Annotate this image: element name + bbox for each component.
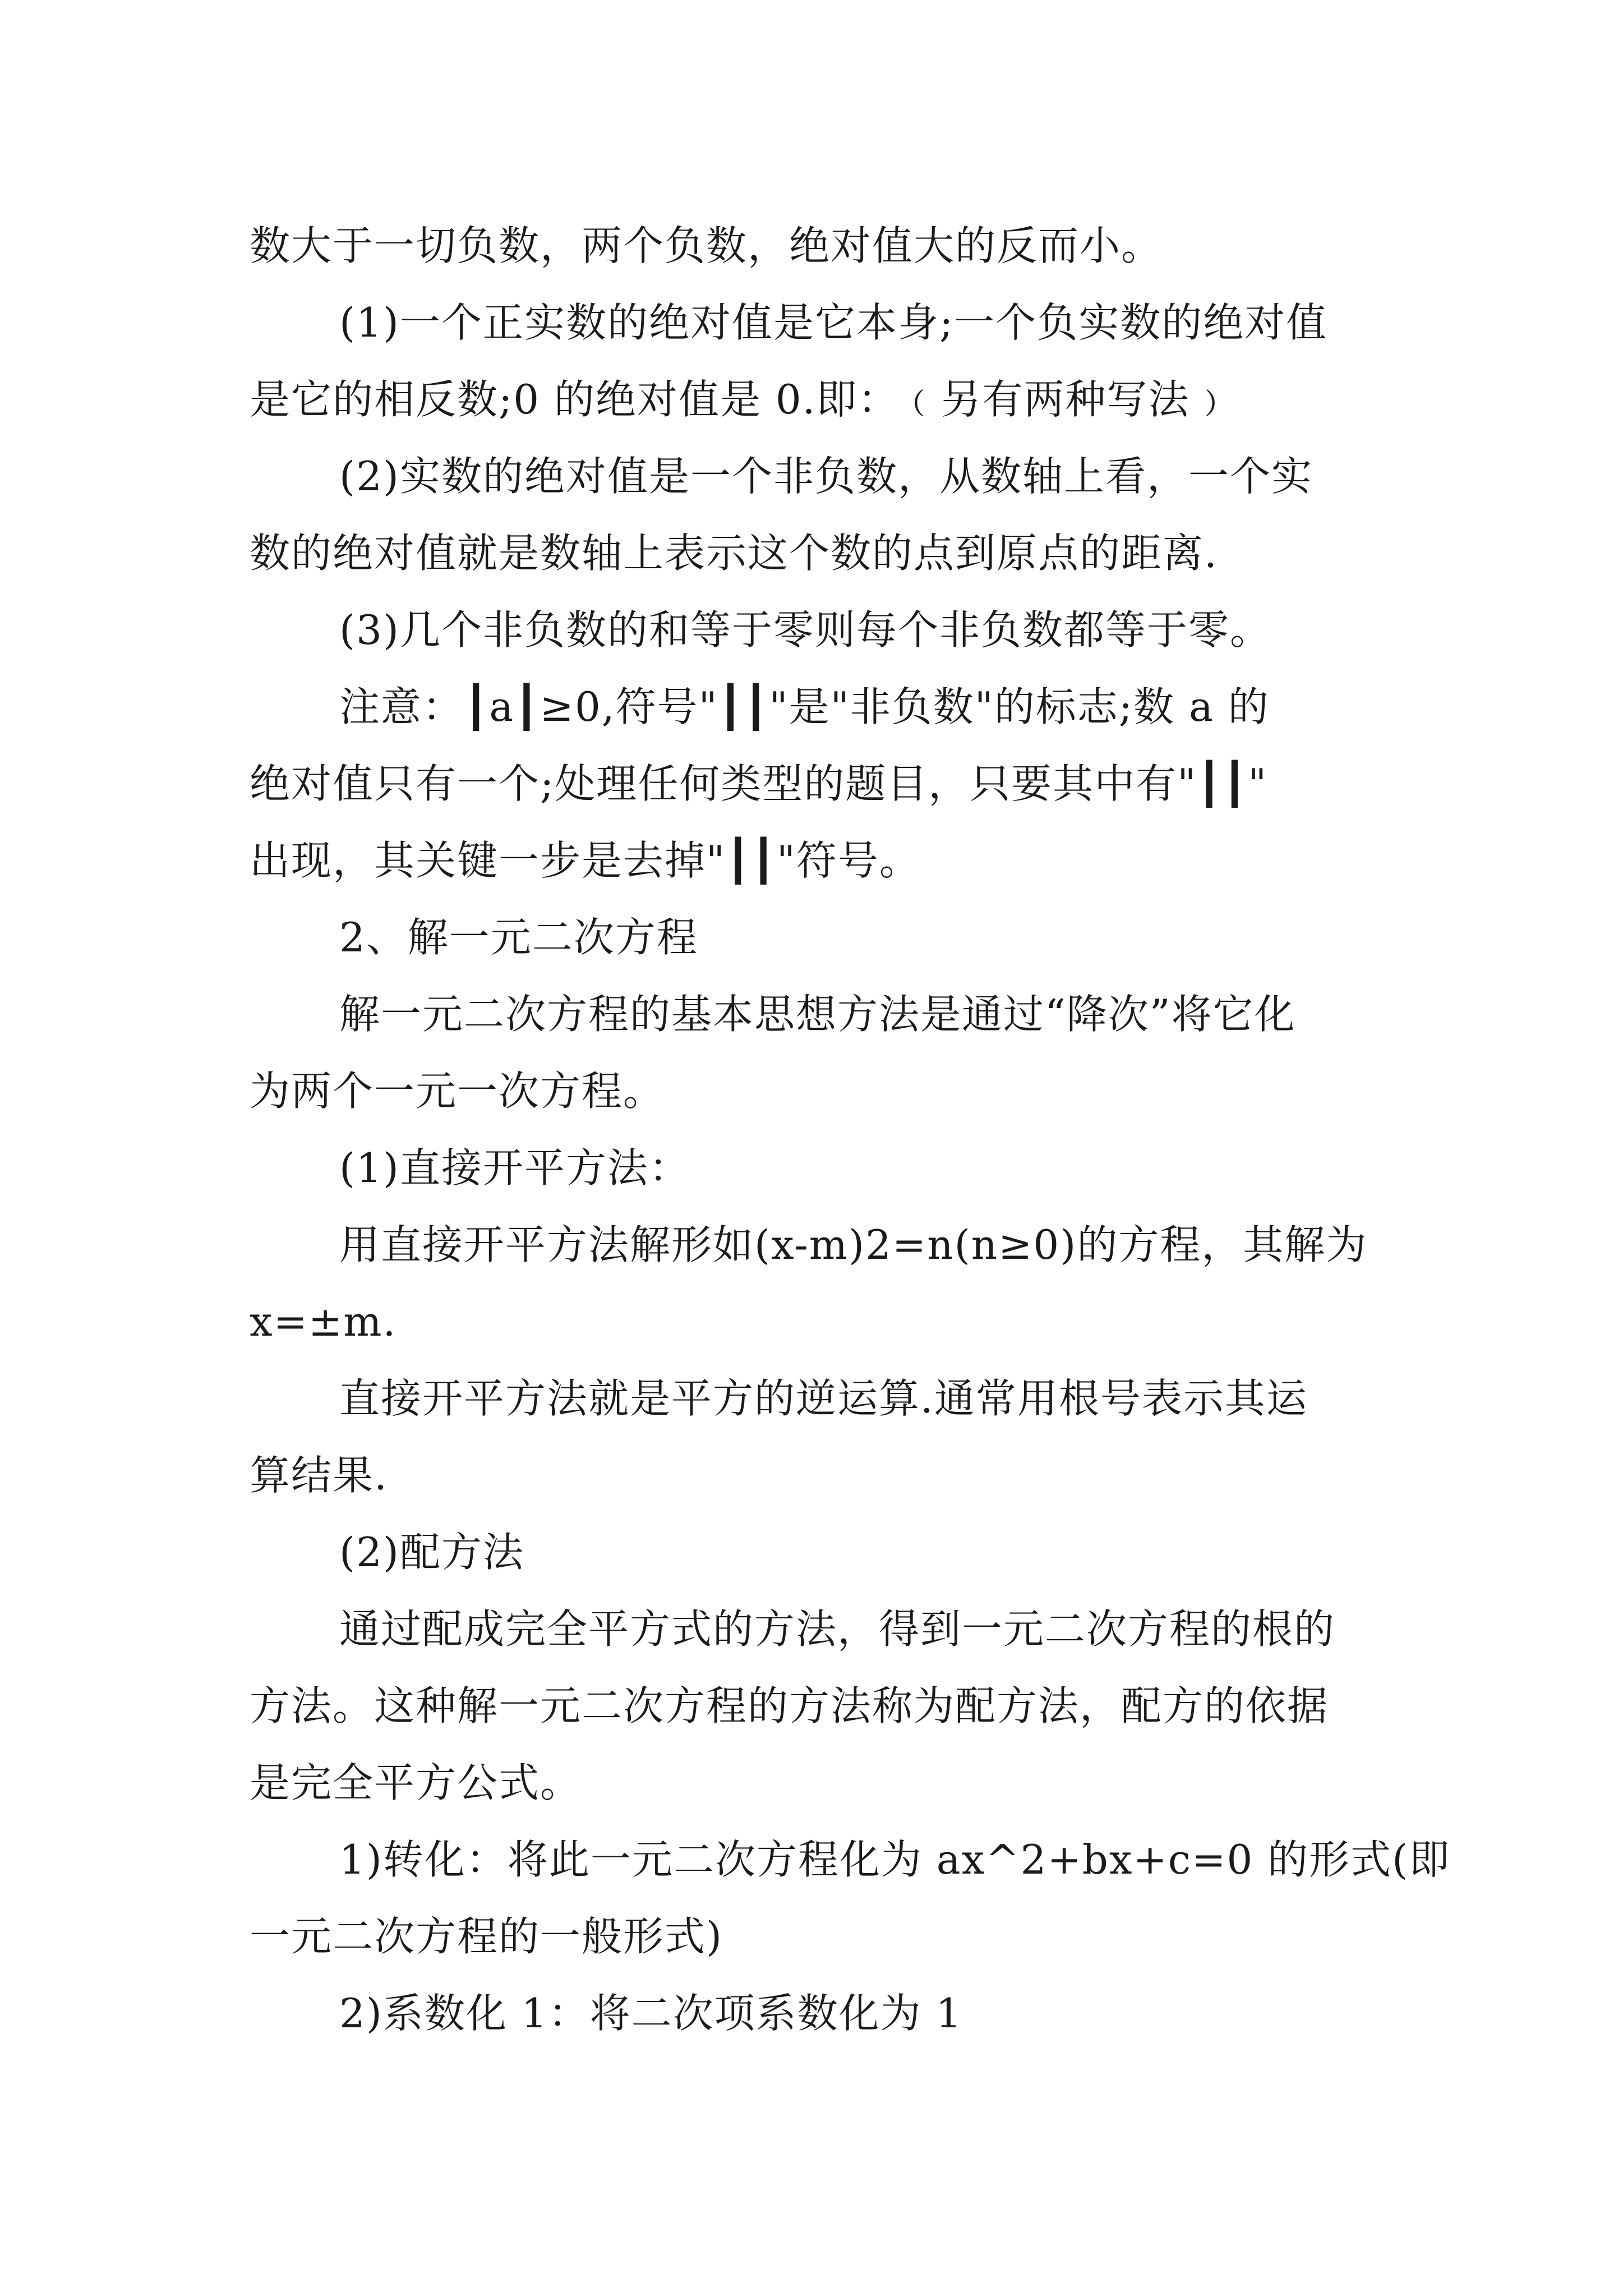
text-line: 是完全平方公式。: [250, 1759, 582, 1806]
paragraph-first-line: 解一元二次方程的基本思想方法是通过“降次”将它化: [339, 991, 1296, 1038]
section-heading: 2、解一元二次方程: [339, 914, 698, 961]
paragraph-first-line: 注意：┃a┃≥0,符号"┃┃"是"非负数"的标志;数 a 的: [339, 683, 1270, 730]
paragraph-first-line: 直接开平方法就是平方的逆运算.通常用根号表示其运: [339, 1375, 1308, 1422]
text-line: 算结果.: [250, 1452, 388, 1499]
subsection-heading: (1)直接开平方法：: [339, 1144, 690, 1191]
paragraph-first-line: (3)几个非负数的和等于零则每个非负数都等于零。: [339, 606, 1271, 654]
text-line: x=±m.: [250, 1298, 397, 1345]
paragraph-first-line: 用直接开平方法解形如(x-m)2=n(n≥0)的方程，其解为: [339, 1221, 1368, 1268]
text-line: 方法。这种解一元二次方程的方法称为配方法，配方的依据: [250, 1682, 1329, 1729]
text-line: 出现，其关键一步是去掉"┃┃"符号。: [250, 837, 921, 884]
paragraph-first-line: 1)转化：将此一元二次方程化为 ax^2+bx+c=0 的形式(即: [339, 1836, 1451, 1883]
text-line: 为两个一元一次方程。: [250, 1068, 665, 1115]
document-body: [250, 208, 1451, 2052]
paragraph-first-line: 2)系数化 1：将二次项系数化为 1: [339, 1990, 963, 2037]
subsection-heading: (2)配方法: [339, 1529, 524, 1576]
text-line: 是它的相反数;0 的绝对值是 0.即：﹙另有两种写法﹚: [250, 376, 1232, 423]
text-line: 绝对值只有一个;处理任何类型的题目，只要其中有"┃┃": [250, 760, 1268, 807]
text-line: 数的绝对值就是数轴上表示这个数的点到原点的距离.: [250, 530, 1218, 577]
paragraph-first-line: 通过配成完全平方式的方法，得到一元二次方程的根的: [339, 1605, 1336, 1653]
text-line: 一元二次方程的一般形式): [250, 1913, 723, 1960]
text-line: 数大于一切负数，两个负数，绝对值大的反而小。: [250, 222, 1163, 269]
paragraph-first-line: (2)实数的绝对值是一个非负数，从数轴上看，一个实: [339, 453, 1313, 500]
paragraph-first-line: (1)一个正实数的绝对值是它本身;一个负实数的绝对值: [339, 299, 1328, 346]
